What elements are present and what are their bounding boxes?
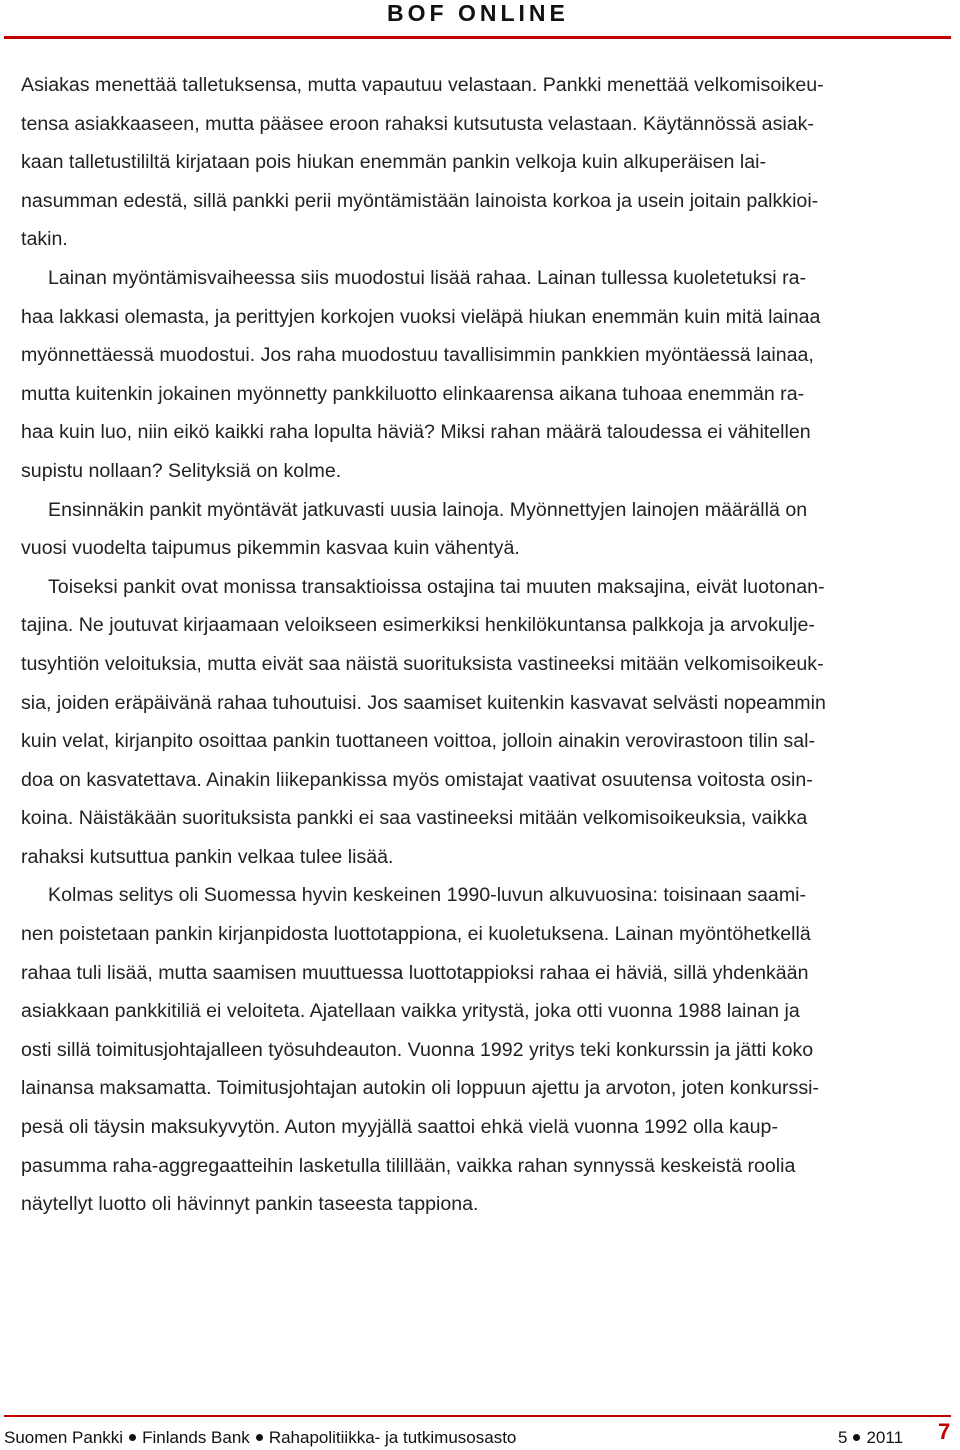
text-line: haa lakkasi olemasta, ja perittyjen korkojen vuoksi vieläpä hiukan enemmän kuin mitä lainaa [21, 305, 821, 328]
text-line: osti sillä toimitusjohtajalleen työsuhdeauton. Vuonna 1992 yritys teki konkurssin ja jätti koko [21, 1038, 814, 1061]
issue-number: 5 [838, 1428, 848, 1447]
text-line: pesä oli täysin maksukyvytön. Auton myyjällä saattoi ehkä vielä vuonna 1992 olla kaup- [21, 1116, 778, 1139]
paragraph-first-line: Ensinnäkin pankit myöntävät jatkuvasti uusia lainoja. Myönnettyjen lainojen määrällä on [48, 498, 808, 521]
footer-publisher-fi: Suomen Pankki [4, 1428, 124, 1447]
bullet-icon [256, 1434, 263, 1441]
text-line: doa on kasvatettava. Ainakin liikepankissa myös omistajat vaativat osuutensa voitosta osin- [21, 768, 813, 791]
page-footer [4, 1419, 951, 1448]
text-line: kaan talletustililtä kirjataan pois hiukan enemmän pankin velkoja kuin alkuperäisen lai- [21, 151, 766, 174]
text-line: rahaksi kutsuttua pankin velkaa tulee lisää. [21, 845, 394, 868]
text-line: rahaa tuli lisää, mutta saamisen muuttuessa luottotappioksi rahaa ei häviä, sillä yhdenkään [21, 961, 809, 984]
text-line: näytellyt luotto oli hävinnyt pankin taseesta tappiona. [21, 1193, 479, 1216]
footer-publisher [4, 1426, 516, 1450]
text-line: nasumman edestä, sillä pankki perii myöntämistään lainoista korkoa ja usein joitain palkkioi- [21, 189, 819, 212]
text-line: tajina. Ne joutuvat kirjaamaan veloikseen esimerkiksi henkilökuntansa palkkoja ja arvokulje- [21, 614, 815, 637]
bullet-icon [853, 1434, 860, 1441]
text-line: lainansa maksamatta. Toimitusjohtajan autokin oli loppuun ajettu ja arvoton, joten konkurssi- [21, 1077, 819, 1100]
page-number: 7 [938, 1419, 951, 1444]
paragraph-first-line: Toiseksi pankit ovat monissa transaktioissa ostajina tai muuten maksajina, eivät luotonan- [48, 575, 825, 598]
paragraph-first-line: Kolmas selitys oli Suomessa hyvin keskeinen 1990-luvun alkuvuosina: toisinaan saami- [48, 884, 807, 907]
footer-divider [4, 1415, 951, 1417]
header-divider [4, 36, 951, 39]
footer-department: Rahapolitiikka- ja tutkimusosasto [268, 1428, 517, 1447]
footer-issue [838, 1426, 903, 1450]
text-line: supistu nollaan? Selityksiä on kolme. [21, 459, 342, 482]
text-line: sia, joiden eräpäivänä rahaa tuhoutuisi. Jos saamiset kuitenkin kasvavat selvästi nopeammin [21, 691, 826, 714]
text-line: koina. Näistäkään suorituksista pankki ei saa vastineeksi mitään velkomisoikeuksia, vaikka [21, 807, 808, 830]
text-line: tensa asiakkaaseen, mutta pääsee eroon rahaksi kutsutusta velastaan. Käytännössä asiak- [21, 112, 814, 135]
text-line: takin. [21, 228, 68, 251]
text-line: haa kuin luo, niin eikö kaikki raha lopulta häviä? Miksi rahan määrä taloudessa ei vähitellen [21, 421, 811, 444]
issue-year: 2011 [866, 1428, 904, 1447]
text-line: pasumma raha-aggregaatteihin lasketulla tilillään, vaikka rahan synnyssä keskeistä roolia [21, 1154, 796, 1177]
bullet-icon [129, 1434, 136, 1441]
paragraph-first-line: Lainan myöntämisvaiheessa siis muodostui lisää rahaa. Lainan tullessa kuoletetuksi ra- [48, 266, 807, 289]
text-line: mutta kuitenkin jokainen myönnetty pankkiluotto elinkaarensa aikana tuhoaa enemmän ra- [21, 382, 805, 405]
page-header-title: BOF ONLINE [387, 0, 569, 26]
text-line: tusyhtiön veloituksia, mutta eivät saa näistä suorituksista vastineeksi mitään velkomisoikeuk- [21, 652, 824, 675]
text-line: vuosi vuodelta taipumus pikemmin kasvaa kuin vähentyä. [21, 537, 520, 560]
text-line: Asiakas menettää talletuksensa, mutta vapautuu velastaan. Pankki menettää velkomisoikeu- [21, 74, 824, 96]
text-line: myönnettäessä muodostui. Jos raha muodostuu tavallisimmin pankkien myöntäessä lainaa, [21, 344, 814, 367]
text-line: asiakkaan pankkitiliä ei veloiteta. Ajatellaan vaikka yritystä, joka otti vuonna 1988 lainan ja [21, 1000, 800, 1023]
article-body [21, 66, 941, 1224]
text-line: nen poistetaan pankin kirjanpidosta luottotappiona, ei kuoletuksena. Lainan myöntöhetkellä [21, 923, 811, 946]
footer-publisher-sv: Finlands Bank [142, 1428, 250, 1447]
text-line: kuin velat, kirjanpito osoittaa pankin tuottaneen voittoa, jolloin ainakin verovirastoon tilin sal- [21, 730, 816, 753]
